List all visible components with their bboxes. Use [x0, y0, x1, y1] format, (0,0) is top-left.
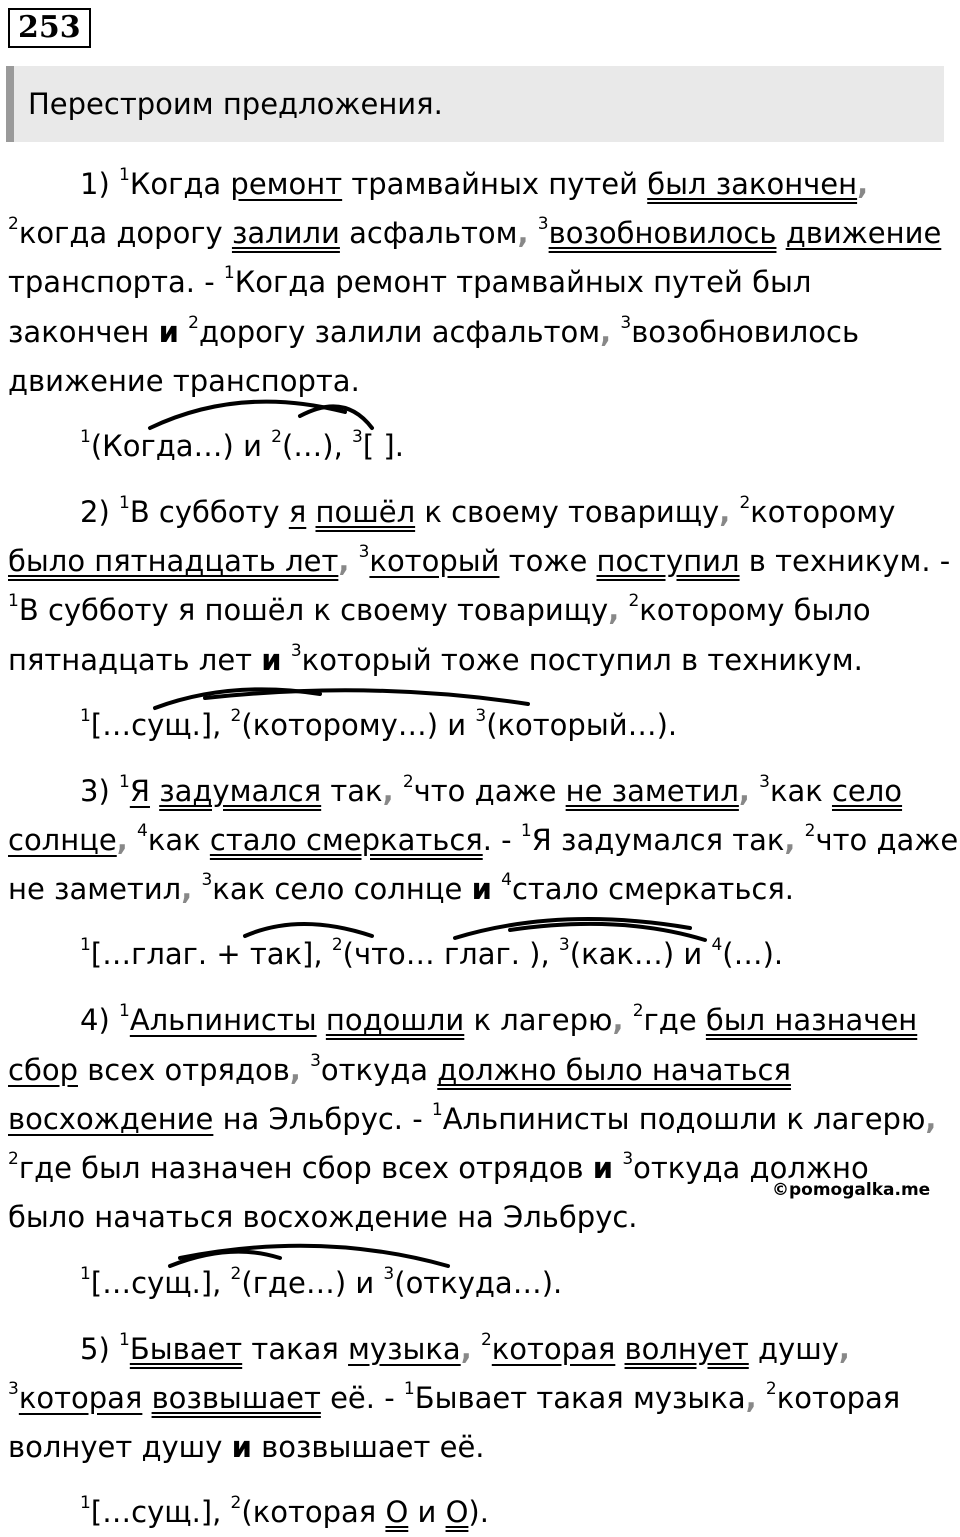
- arc-4b: [180, 1246, 448, 1266]
- item4-line5: было начаться восхождение на Эльбрус.: [8, 1200, 638, 1234]
- arc-2b: [205, 690, 528, 704]
- item5-line1: 5) $^1$Бывает такая музыка, $^2$которая волнует душу,: [80, 1330, 850, 1366]
- instruction-text: Перестроим предложения.: [28, 87, 443, 121]
- watermark: ©pomogalka.me: [772, 1180, 931, 1200]
- item4-line1: 4) $^1$Альпинисты подошли к лагерю, $^2$где был назначен: [80, 1001, 918, 1037]
- item1-line4: закончен и $^2$дорогу залили асфальтом, $^3$возобновилось: [8, 313, 860, 349]
- item2-line4: пятнадцать лет и $^3$который тоже поступил в техникум.: [8, 641, 863, 677]
- arc-4a: [170, 1252, 280, 1266]
- item2-line3: $^1$В субботу я пошёл к своему товарищу, $^2$которому было: [8, 591, 871, 627]
- item2-line1: 2) $^1$В субботу я пошёл к своему товарищу, $^2$которому: [80, 493, 896, 529]
- item1-line5: движение транспорта.: [8, 364, 360, 398]
- item4-line4: $^2$где был назначен сбор всех отрядов и $^3$откуда должно: [8, 1149, 869, 1185]
- item3-line2: солнце, $^4$как стало смеркаться. - $^1$Я задумался так, $^2$что даже: [8, 821, 959, 857]
- arc-1a: [150, 402, 345, 428]
- item2-scheme: $^1$[…сущ.], $^2$(которому…) и $^3$(который…).: [80, 706, 678, 742]
- item3-scheme: $^1$[…глаг. + так], $^2$(что… глаг. ), $^3$(как…) и $^4$(…).: [80, 935, 784, 971]
- item5-scheme: $^1$[…сущ.], $^2$(которая О и О).: [80, 1493, 489, 1529]
- item3-line3: не заметил, $^3$как село солнце и $^4$стало смеркаться.: [8, 870, 795, 906]
- item1-line1: 1) $^1$Когда ремонт трамвайных путей был закончен,: [80, 165, 869, 201]
- task-number: 253: [8, 8, 91, 48]
- item1-line3: транспорта. - $^1$Когда ремонт трамвайных путей был: [8, 263, 812, 299]
- item5-line3: волнует душу и возвышает её.: [8, 1430, 485, 1464]
- item2-line2: было пятнадцать лет, $^3$который тоже поступил в техникум. -: [8, 542, 951, 578]
- item1-line2: $^2$когда дорогу залили асфальтом, $^3$возобновилось движение: [8, 214, 942, 250]
- item3-line1: 3) $^1$Я задумался так, $^2$что даже не заметил, $^3$как село: [80, 772, 903, 808]
- arc-3a: [245, 924, 372, 936]
- item4-scheme: $^1$[…сущ.], $^2$(где…) и $^3$(откуда…).: [80, 1264, 563, 1300]
- item4-line3: восхождение на Эльбрус. - $^1$Альпинисты подошли к лагерю,: [8, 1100, 937, 1136]
- item4-line2: сбор всех отрядов, $^3$откуда должно было начаться: [8, 1051, 791, 1087]
- item1-scheme: $^1$(Когда…) и $^2$(…), $^3$[ ].: [80, 427, 404, 463]
- arc-1b: [300, 406, 372, 428]
- instruction-banner: [6, 66, 944, 142]
- item5-line2: $^3$которая возвышает её. - $^1$Бывает такая музыка, $^2$которая: [8, 1379, 901, 1415]
